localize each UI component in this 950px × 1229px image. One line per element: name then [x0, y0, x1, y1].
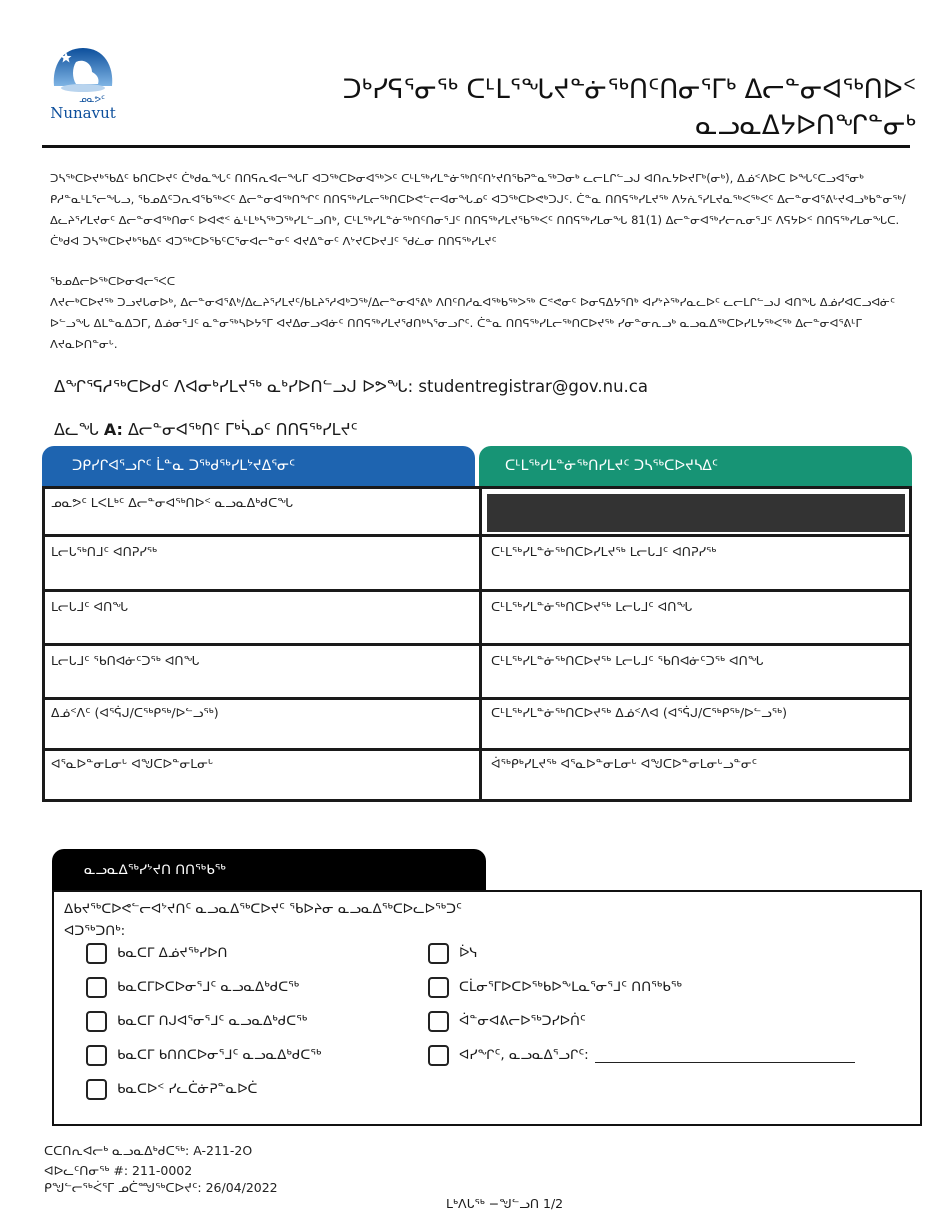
logo-syllabic: ᓄᓇᕗᑦ — [79, 95, 105, 105]
nunavut-logo — [46, 40, 120, 124]
email-label: ᐃᖏᕐᕋᓱᖅᑕᐅᑯᑦ ᐱᐊᓂᒃᓯᒪᔪᖅ ᓇᒃᓯᐅᑎᓪᓗᒍ ᐅᕗᖓ: — [54, 377, 414, 396]
other-specify-input[interactable] — [595, 1048, 855, 1063]
section-a-prefix: ᐃᓚᖓ — [54, 420, 99, 439]
option-label: ᑲᓇᑕᒥᐅᑕᐅᓂᕐᒧᑦ ᓇᓗᓇᐃᒃᑯᑕᖅ — [117, 979, 300, 995]
table-row-divider — [45, 697, 909, 700]
option-label: ᐊᓯᖏᑦ, ᓇᓗᓇᐃᕐᓗᒋᑦ: — [459, 1047, 589, 1063]
option-permanent-resident-card[interactable] — [428, 976, 682, 998]
option-label: ᐆᓭ — [459, 945, 478, 961]
corrected-birthdate-field[interactable]: ᑕᒻᒪᖅᓯᒪᓐᓃᖅᑎᑕᐅᔪᖅ ᐃᓅᑉᐱᐊ (ᐊᕐᕌᒍ/ᑕᖅᑭᖅ/ᐅᓪᓗᖅ) — [491, 705, 787, 720]
form-number: ᑕᑕᑎᕆᐊᓕᒃ ᓇᓗᓇᐃᒃᑯᑕᖅ: A-211-2O — [44, 1143, 253, 1158]
option-label: ᑲᓇᑕᐅᑉ ᓯᓚᑖᓃᕈᓐᓇᐅᑖ — [117, 1081, 258, 1097]
table-row-divider — [45, 534, 909, 537]
table-row-divider — [45, 589, 909, 592]
option-passport[interactable] — [86, 1078, 257, 1100]
revision-date: ᑭᖑᓪᓕᖅᐹᕐᒥ ᓄᑖᙳᖅᑕᐅᔪᑦ: 26/04/2022 — [44, 1180, 278, 1195]
email-instruction — [54, 377, 648, 396]
option-visa[interactable] — [428, 942, 478, 964]
documents-box — [52, 890, 922, 1126]
section-a-heading — [54, 420, 358, 439]
table-row-divider — [45, 643, 909, 646]
student-id-field-redacted[interactable] — [487, 494, 905, 532]
checkbox[interactable] — [428, 943, 449, 964]
table-row-divider — [45, 748, 909, 751]
logo-text: Nunavut — [50, 104, 116, 122]
checkbox[interactable] — [428, 977, 449, 998]
corrected-legal-surname-field[interactable]: ᑕᒻᒪᖅᓯᒪᓐᓃᖅᑎᑕᐅᓯᒪᔪᖅ ᒪᓕᒐᒧᑦ ᐊᑎᕈᓯᖅ — [491, 544, 717, 559]
option-health-card[interactable] — [428, 1010, 586, 1032]
option-adoption-document[interactable] — [86, 1044, 321, 1066]
option-other[interactable] — [428, 1044, 855, 1066]
info-paragraph-body: ᐱᔪᓕᒃᑕᐅᔪᖅ ᑐᓗᔪᒐᓂᐅᒃ, ᐃᓕᓐᓂᐊᕐᕕᒃ/ᐃᓚᔨᕐᓯᒪᔪᑦ/ᑲᒪᔨᕐᓱᐊᒃᑐᖅ/ᐃᓕᓐᓂᐊᕐᕕᒃ ᐱᑎᑦᑎᓱᓇᐊᖅᑲᖅᐳᖅ ᑕᕝᕙᓂᑦ ᐅᓂᕋᐃᔭᕐᑎᒃ ᐊᓯᔾᔨᖅᓯᓇᓚᐅᑦ ᓚᓕᒪᒋᓪᓗᒍ ᐊᑎᖓ ᐃᓅᓯᐊᑕᓗᐊᓃᑦ ᐅᓪᓗᖓ ᐃᒪᓐᓇᐃᑐᒥ, ᐃᓅᓂᕐᒧᑦ ᓇᓐᓂᖅᓴᐅᔭᕐᒥ ᐊᔪᐃᓂᓗᐊᓃᑦ ᑎᑎᕋᖅᓯᒪᔪᖁᑎᒃᓴᕐᓂᓗᒋᑦ. ᑖᓐᓇ ᑎᑎᕋᖅᓯᒪᓕᖅᑎᑕᐅᔪᖅ ᓯᓂᓐᓂᕆᓗᒃ ᓇᓗᓇᐃᖅᑕᐅᓯᒪᔭᖅᐸᖅ ᐃᓕᓐᓂᐊᕐᕕᒻᒥ ᐱᔪᓇᐅᑎᓐᓂᒡ. — [50, 295, 895, 351]
row-student-id-label: ᓄᓇᕗᑦ ᒪᐸᒪᒃᑦ ᐃᓕᓐᓂᐊᖅᑎᐅᑉ ᓇᓗᓇᐃᒃᑯᑕᖓ — [51, 495, 293, 510]
documents-intro — [64, 898, 462, 942]
row-gender-label: ᐊᕐᓇᐅᓐᓂᒪᓂᒡ ᐊᖑᑕᐅᓐᓂᒪᓂᒡ — [51, 756, 214, 771]
section-a-title: ᐃᓕᓐᓂᐊᖅᑎᑦ ᒥᒃᓵᓄᑦ ᑎᑎᕋᖅᓯᒪᔪᑦ — [127, 420, 358, 439]
option-label: ᑲᓇᑕᒥ ᐃᓅᔪᖅᓯᐅᑎ — [117, 945, 228, 961]
option-label: ᐋᓐᓂᐊᕕᓕᐅᖅᑐᓯᐅᑏᑦ — [459, 1013, 586, 1029]
row-birthdate-label: ᐃᓅᑉᐱᑦ (ᐊᕐᕌᒍ/ᑕᖅᑭᖅ/ᐅᓪᓗᖅ) — [51, 705, 219, 720]
checkbox[interactable] — [86, 1011, 107, 1032]
corrected-legal-name-field[interactable]: ᑕᒻᒪᖅᓯᒪᓐᓃᖅᑎᑕᐅᔪᖅ ᒪᓕᒐᒧᑦ ᐊᑎᖓ — [491, 599, 693, 614]
intro-paragraph: ᑐᓴᖅᑕᐅᔪᒃᖃᐃᑦ ᑲᑎᑕᐅᔪᑦ ᑖᒃᑯᓇᖓᑦ ᑎᑎᕋᕆᐊᓕᖓᒥ ᐊᑐᖅᑕᐅᓂᐊᖅᐳᑦ ᑕᒻᒪᖅᓯᒪᓐᓃᖅᑎᑦᑎᔾᔪᑎᖃᕈᓐᓇᖅᑐᓂᒃ ᓚᓕᒪᒋᓪᓗᒍ ᐊᑎᕆᔭᐅᔪᒥᒃ(ᓂᒃ), ᐃᓅᑉᐱᐅᑕ ᐅᖓᑦᑕᓗᐊᕐᓂᒃ ᑭᓱᓐᓇᒻᒪᕐᓕᖓᓗ, ᖃᓄᐃᑦᑐᕆᐊᖃᖅᐸᑦ ᐃᓕᓐᓂᐊᖅᑎᖏᑦ ᑎᑎᕋᖅᓯᒪᓕᖅᑎᑕᐅᕙᓪᓕᐊᓂᖓᓄᑦ ᐊᑐᖅᑕᐅᕙᒃᑐᒍᑦ. ᑖᓐᓇ ᑎᑎᕋᖅᓯᒪᔪᖅ ᐱᔭᕇᕐᓯᒪᔪᓇᖅᐸᖅᐸᑦ ᐃᓕᓐᓂᐊᕐᕕᒡᔪᐊᓗᒃᑲᓐᓂᖅ/ᐃᓚᔨᕐᓯᒪᔪᓂᑦ ᐃᓕᓐᓂᐊᖅᑎᓂᑦ ᐅᐊᕙᑉ ᓈᒻᒪᒃᓴᖅᑐᖅᓯᒪᓪᓗᑎᒃ, ᑕᒻᒪᖅᓯᒪᓐᓃᖅᑎᑦᑎᓂᕐᒧᑦ ᑎᑎᕋᖅᓯᒪᔪᖃᖅᐸᑦ ᑎᑎᕋᖅᓯᒪᓂᖓ 81(1) ᐃᓕᓐᓂᐊᖅᓯᓕᕆᓂᕐᒧᑦ ᐱᕋᔭᐅᑉ ᑎᑎᕋᖅᓯᒪᓂᖓᑕ. ᑖᒃᑯᐊ ᑐᓴᖅᑕᐅᔪᒃᖃᐃᑦ ᐊᑐᖅᑕᐅᖃᑦᑕᕐᓂᐊᓕᓐᓂᑦ ᐊᔪᐃᓐᓂᑦ ᐱᔾᔪᑕᐅᔪᒧᑦ ᖁᓛᓂ ᑎᑎᕋᖅᓯᒪᔪᑦ — [50, 171, 906, 248]
info-paragraph-heading: ᖃᓄᐃᓕᐅᖅᑕᐅᓂᐊᓕᕐᐸᑕ — [50, 274, 176, 288]
documents-intro-line-2: ᐊᑐᖅᑐᑎᒃ: — [64, 923, 126, 939]
page-title — [343, 72, 916, 144]
documents-tab: ᓇᓗᓇᐃᖅᓯᔾᔪᑎ ᑎᑎᖅᑲᖅ — [52, 849, 486, 891]
row-middle-name-label: ᒪᓕᒐᒧᑦ ᖃᑎᐊᓃᑦᑐᖅ ᐊᑎᖓ — [51, 653, 200, 668]
email-address[interactable]: studentregistrar@gov.nu.ca — [418, 377, 648, 396]
page-number: ᒪᒃᐱᒐᖅ −ᖑᓪᓗᑎ 1/2 — [446, 1196, 564, 1211]
correction-table — [42, 486, 912, 802]
header-divider — [42, 145, 910, 148]
table-header-current: ᑐᑭᓯᒋᐊᕐᓗᒋᑦ ᒫᓐᓇ ᑐᖅᑯᖅᓯᒪᔾᔪᐃᕐᓂᑦ — [42, 446, 475, 486]
checkbox[interactable] — [86, 977, 107, 998]
option-label: ᑕᒫᓂᕐᒥᐅᑕᐅᖅᑲᐅᖕᒪᓇᕐᓂᕐᒧᑦ ᑎᑎᖅᑲᖅ — [459, 979, 682, 995]
checkbox[interactable] — [86, 943, 107, 964]
option-birth-certificate[interactable] — [86, 942, 227, 964]
checkbox[interactable] — [428, 1011, 449, 1032]
checkbox[interactable] — [428, 1045, 449, 1066]
corrected-middle-name-field[interactable]: ᑕᒻᒪᖅᓯᒪᓐᓃᖅᑎᑕᐅᔪᖅ ᒪᓕᒐᒧᑦ ᖃᑎᐊᓃᑦᑐᖅ ᐊᑎᖓ — [491, 653, 764, 668]
row-legal-name-label: ᒪᓕᒐᒧᑦ ᐊᑎᖓ — [51, 599, 128, 614]
documents-intro-line-1: ᐃᑲᔪᖅᑕᐅᕙᓪᓕᐊᔾᔪᑎᑦ ᓇᓗᓇᐃᖅᑕᐅᔪᑦ ᖃᐅᔨᓂ ᓇᓗᓇᐃᖅᑕᐅᓚᐅᖅᑐᑦ — [64, 901, 462, 917]
row-legal-surname-label: ᒪᓕᒐᖅᑎᒧᑦ ᐊᑎᕈᓯᖅ — [51, 544, 158, 559]
section-a-letter: A: — [103, 420, 123, 439]
checkbox[interactable] — [86, 1045, 107, 1066]
option-label: ᑲᓇᑕᒥ ᑲᑎᑎᑕᐅᓂᕐᒧᑦ ᓇᓗᓇᐃᒃᑯᑕᖅ — [117, 1047, 322, 1063]
title-line-2: ᓇᓗᓇᐃᔭᐅᑎᖏᓐᓂᒃ — [695, 111, 916, 141]
info-paragraph — [50, 271, 910, 355]
title-line-1: ᑐᒃᓯᕋᕐᓂᖅ ᑕᒻᒪᕐᖓᔪᓐᓃᖅᑎᑦᑎᓂᕐᒥᒃ ᐃᓕᓐᓂᐊᖅᑎᐅᑉ — [342, 75, 916, 105]
checkbox[interactable] — [86, 1079, 107, 1100]
corrected-gender-field[interactable]: ᐋᖅᑭᒃᓯᒪᔪᖅ ᐊᕐᓇᐅᓐᓂᒪᓂᒡ ᐊᖑᑕᐅᓐᓂᒪᓂᒡᓗᓐᓂᑦ — [491, 756, 758, 771]
option-label: ᑲᓇᑕᒥ ᑎᒍᐊᕐᓂᕐᒧᑦ ᓇᓗᓇᐃᒃᑯᑕᖅ — [117, 1013, 308, 1029]
option-immigration-document[interactable] — [86, 1010, 307, 1032]
approval-number: ᐊᐅᓚᑦᑎᓂᖅ #: 211-0002 — [44, 1163, 193, 1178]
table-header-corrected: ᑕᒻᒪᖅᓯᒪᓐᓃᖅᑎᓯᒪᔪᑦ ᑐᓴᖅᑕᐅᔪᓴᐃᑦ — [479, 446, 912, 486]
option-citizenship-card[interactable] — [86, 976, 299, 998]
